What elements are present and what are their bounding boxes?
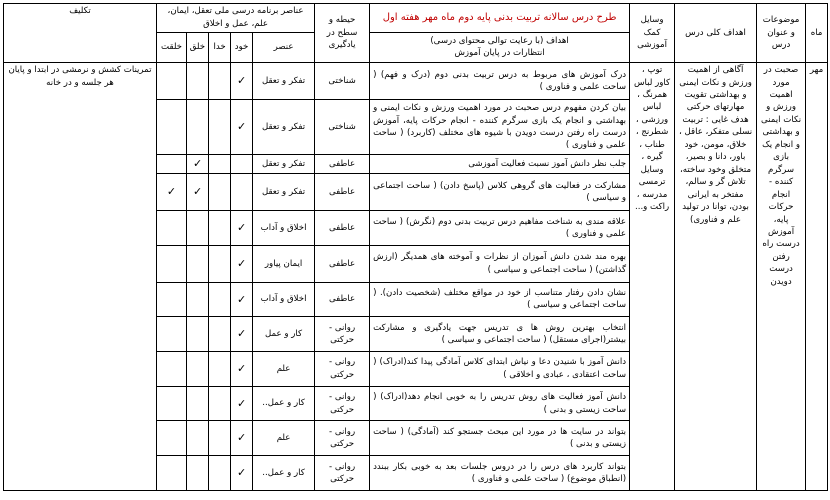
activity-cell: بتواند کاربرد های درس را در دروس جلسات بعد به خوبی بکار ببندد (انطباق موضوع) ( ساحت علمی و فناوری ) [370, 456, 630, 491]
plan-objectives-header [370, 32, 630, 63]
tools-cell: توپ ، کاور لباس همرنگ ، لباس ورزشی ، شطرنج ، طناب ، گیره ، وسایل ترمسی مدرسه ، راکت و... [630, 63, 675, 491]
check-cell: ✓ [231, 245, 253, 282]
plan-title: طرح درس سالانه تربیت بدنی پایه دوم ماه مهر هفته اول [370, 4, 630, 33]
check-cell [209, 63, 231, 100]
check-cell [209, 245, 231, 282]
element-cell: اخلاق و آداب [253, 211, 315, 246]
check-cell: ✓ [231, 211, 253, 246]
creation-header: خلق [187, 32, 209, 63]
domain-cell: روانی - حرکتی [315, 456, 370, 491]
element-cell: تفکر و تعقل [253, 174, 315, 211]
check-cell [187, 421, 209, 456]
tools-header: وسایل کمک آموزشی [630, 4, 675, 63]
assignment-cell: تمرینات کشش و نرمشی در ابتدا و پایان هر جلسه و در خانه [4, 63, 157, 491]
check-cell [209, 317, 231, 352]
goal-cell: آگاهی از اهمیت ورزش و نکات ایمنی و بهداشتی تقویت مهارتهای حرکتی هدف غایی : تربیت نسلی متفکر، عاقل ، خلاق، مومن، خود باور، دانا و بصیر، متخلق وخود ساخته، تلاش گر و سالم، مفتخر به ایرانی بودن، توانا در تولید علم و فناوری) [675, 63, 757, 491]
check-cell [157, 352, 187, 387]
plan-objectives-line1: اهداف (با رعایت توالی محتوای درسی) [430, 35, 569, 46]
domain-cell: عاطفی [315, 174, 370, 211]
domain-cell: عاطفی [315, 155, 370, 174]
check-cell: ✓ [231, 421, 253, 456]
plan-objectives-line2: انتظارات در پایان آموزش [454, 48, 545, 59]
topic-cell: صحبت در مورد اهمیت ورزش و نکات ایمنی و بهداشتی و انجام یک بازی سرگرم کننده - انجام حرکات پایه، آموزش درست راه رفتن درست دویدن [757, 63, 806, 491]
check-cell: ✓ [231, 352, 253, 387]
check-cell: ✓ [231, 63, 253, 100]
goals-header: اهداف کلی درس [675, 4, 757, 63]
check-cell [209, 282, 231, 317]
check-cell [209, 352, 231, 387]
check-cell: ✓ [187, 155, 209, 174]
element-header: عنصر [253, 32, 315, 63]
lesson-plan-table [3, 3, 828, 491]
check-cell [157, 245, 187, 282]
table-row [4, 63, 828, 100]
activity-cell: درک آموزش های مربوط به درس تربیت بدنی دوم (درک و فهم) ( ساحت علمی و فناوری ) [370, 63, 630, 100]
activity-cell: بهره مند شدن دانش آموزان از نظرات و آموخته های همدیگر (ارزش گذاشتن) ( ساحت اجتماعی و سیاسی ) [370, 245, 630, 282]
activity-cell: جلب نظر دانش آموز نسبت فعالیت آموزشی [370, 155, 630, 174]
check-cell [187, 456, 209, 491]
check-cell [209, 211, 231, 246]
element-cell: تفکر و تعقل [253, 99, 315, 154]
activity-cell: نشان دادن رفتار متناسب از خود در مواقع مختلف (شخصیت دادن). ( ساحت اجتماعی و سیاسی ) [370, 282, 630, 317]
check-cell [209, 174, 231, 211]
check-cell [209, 456, 231, 491]
activity-cell: علاقه مندی به شناخت مفاهیم درس تربیت بدنی دوم (نگرش) ( ساحت علمی و فناوری ) [370, 211, 630, 246]
check-cell [157, 317, 187, 352]
element-cell: کار و عمل.. [253, 386, 315, 421]
check-cell [157, 456, 187, 491]
domain-cell: روانی - حرکتی [315, 421, 370, 456]
topics-header: موضوعات و عنوان درس [757, 4, 806, 63]
check-cell [187, 282, 209, 317]
nature-header: خلقت [157, 32, 187, 63]
domain-cell: روانی - حرکتی [315, 317, 370, 352]
check-cell [209, 386, 231, 421]
check-cell [209, 155, 231, 174]
check-cell [187, 317, 209, 352]
domain-cell: عاطفی [315, 211, 370, 246]
check-cell: ✓ [157, 174, 187, 211]
check-cell: ✓ [231, 456, 253, 491]
god-header: خدا [209, 32, 231, 63]
check-cell [209, 421, 231, 456]
check-cell [157, 99, 187, 154]
check-cell [231, 174, 253, 211]
check-cell [157, 386, 187, 421]
check-cell [157, 63, 187, 100]
element-cell: ایمان پیاور [253, 245, 315, 282]
element-cell: تفکر و تعقل [253, 63, 315, 100]
domain-cell: شناختی [315, 63, 370, 100]
elements-header: عناصر برنامه درسی ملی تعقل، ایمان، علم، عمل و اخلاق [157, 4, 315, 33]
element-cell: کار و عمل [253, 317, 315, 352]
check-cell [157, 421, 187, 456]
activity-cell: مشارکت در فعالیت های گروهی کلاس (پاسخ دادن) ( ساحت اجتماعی و سیاسی ) [370, 174, 630, 211]
self-header: خود [231, 32, 253, 63]
activity-cell: بیان کردن مفهوم درس صحبت در مورد اهمیت ورزش و نکات ایمنی و بهداشتی و انجام یک بازی سرگرم کننده - انجام حرکات پایه، آموزش درست راه رفتن درست دویدن با شیوه های مختلف (کاربرد) ( ساحت علمی و فناوری ) [370, 99, 630, 154]
check-cell: ✓ [231, 99, 253, 154]
check-cell [231, 155, 253, 174]
domain-header: حیطه و سطح در یادگیری [315, 4, 370, 63]
check-cell [157, 282, 187, 317]
domain-cell: روانی - حرکتی [315, 352, 370, 387]
check-cell [187, 99, 209, 154]
activity-cell: انتخاب بهترین روش ها ی تدریس جهت یادگیری و مشارکت بیشتر(اجرای مستقل) ( ساحت اجتماعی و سیاسی ) [370, 317, 630, 352]
domain-cell: عاطفی [315, 245, 370, 282]
element-cell: کار و عمل.. [253, 456, 315, 491]
check-cell [187, 211, 209, 246]
month-header: ماه [806, 4, 828, 63]
activity-cell: بتواند در سایت ها در مورد این مبحث جستجو کند (آمادگی) ( ساحت زیستی و بدنی ) [370, 421, 630, 456]
element-cell: اخلاق و آداب [253, 282, 315, 317]
element-cell: تفکر و تعقل [253, 155, 315, 174]
activity-cell: دانش آموز با شنیدن دعا و نیاش ابتدای کلاس آمادگی پیدا کند(ادراک) ( ساحت اعتقادی ، عبادی و اخلاقی ) [370, 352, 630, 387]
domain-cell: روانی - حرکتی [315, 386, 370, 421]
activity-cell: دانش آموز فعالیت های روش تدریس را به خوبی انجام دهد(ادراک) ( ساحت زیستی و بدنی ) [370, 386, 630, 421]
check-cell: ✓ [231, 317, 253, 352]
check-cell: ✓ [187, 174, 209, 211]
element-cell: علم [253, 421, 315, 456]
element-cell: علم [253, 352, 315, 387]
assignment-header: تکلیف [4, 4, 157, 63]
check-cell [187, 386, 209, 421]
check-cell [187, 63, 209, 100]
check-cell [187, 352, 209, 387]
check-cell: ✓ [231, 386, 253, 421]
month-cell: مهر [806, 63, 828, 491]
check-cell [157, 211, 187, 246]
check-cell [157, 155, 187, 174]
check-cell [187, 245, 209, 282]
check-cell: ✓ [231, 282, 253, 317]
header-row-1 [4, 4, 828, 33]
check-cell [209, 99, 231, 154]
domain-cell: عاطفی [315, 282, 370, 317]
domain-cell: شناختی [315, 99, 370, 154]
